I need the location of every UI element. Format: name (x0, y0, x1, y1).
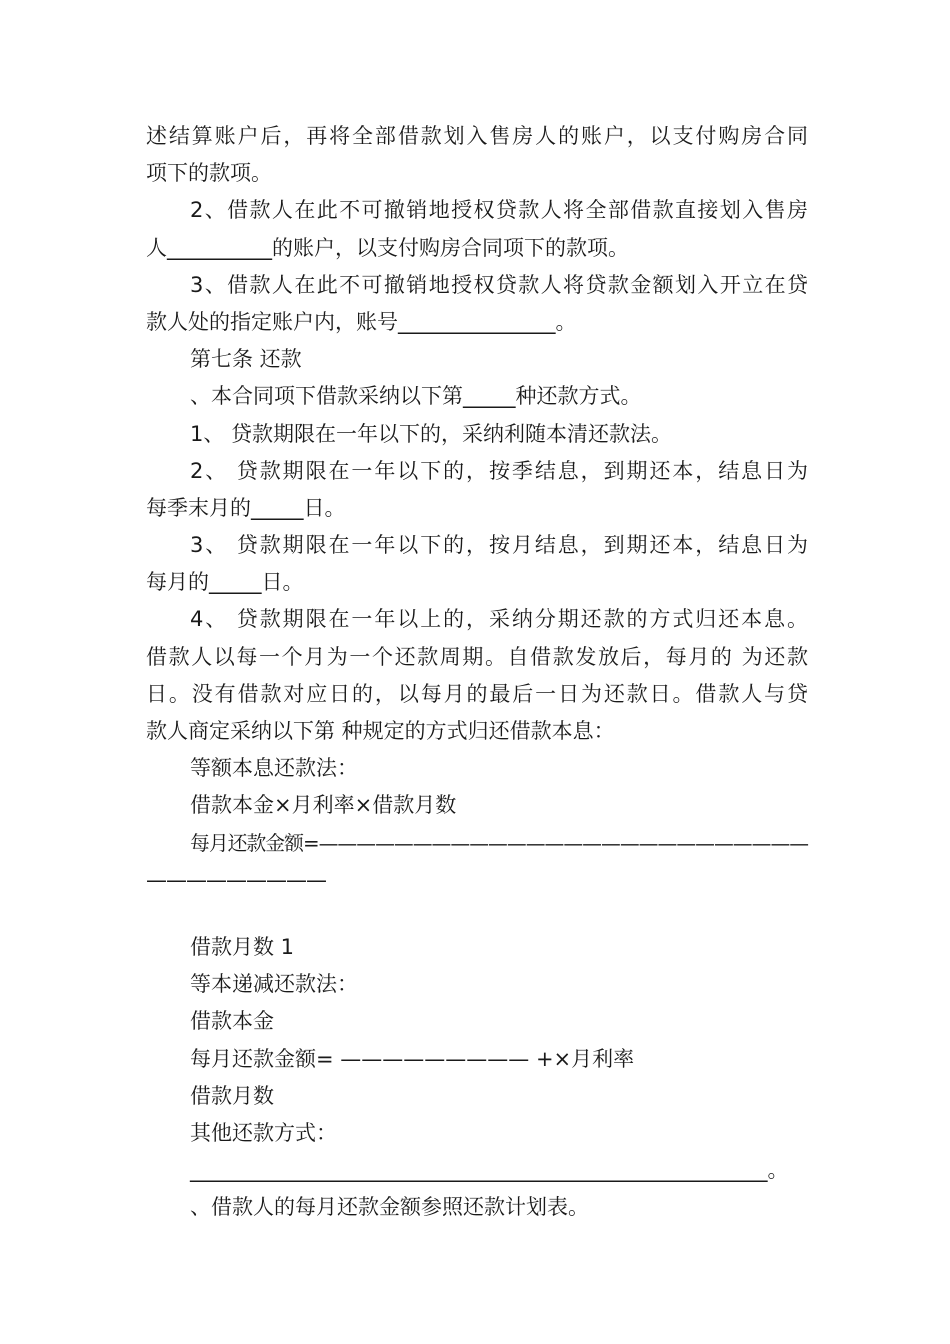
option-3-line: 每月的_____日。 (146, 570, 304, 595)
method-heading: 等额本息还款法： (190, 756, 358, 781)
clause-3-line: 3、借款人在此不可撤销地授权贷款人将贷款金额划入开立在贷 (190, 272, 808, 297)
method-heading: 等本递减还款法： (190, 972, 358, 997)
option-3-line: 3、 贷款期限在一年以下的，按月结息，到期还本，结息日为 (190, 533, 808, 558)
option-4-line: 日。没有借款对应日的，以每月的最后一日为还款日。借款人与贷 (146, 681, 808, 706)
document-body (146, 118, 808, 1226)
other-method-label: 其他还款方式： (190, 1120, 337, 1145)
option-4-line: 4、 贷款期限在一年以上的，采纳分期还款的方式归还本息。 (190, 607, 808, 632)
spacer (146, 899, 808, 929)
formula-denominator: 借款月数 (190, 1083, 274, 1108)
formula-denominator: 借款月数 1 (190, 934, 295, 959)
paragraph-line: 项下的款项。 (146, 161, 272, 186)
formula-line: 每月还款金额=—————————————————————————— (190, 831, 809, 855)
formula-numerator: 借款本金 (190, 1009, 274, 1034)
clause-2-line: 2、借款人在此不可撤销地授权贷款人将全部借款直接划入售房 (190, 198, 808, 223)
paragraph-line: 述结算账户后，再将全部借款划入售房人的账户，以支付购房合同 (146, 124, 808, 148)
option-4-line: 款人商定采纳以下第 种规定的方式归还借款本息： (146, 719, 615, 743)
fill-in-blank: _______________________________________________________。 (190, 1158, 789, 1183)
formula-numerator: 借款本金×月利率×借款月数 (190, 793, 457, 818)
option-2-line: 2、 贷款期限在一年以下的，按季结息，到期还本，结息日为 (190, 458, 808, 483)
option-1-line: 1、 贷款期限在一年以下的，采纳利随本清还款法。 (190, 421, 673, 446)
option-4-line: 借款人以每一个月为一个还款周期。自借款发放后，每月的 为还款 (146, 644, 808, 669)
formula-line: ————————— (146, 867, 326, 892)
article-heading: 第七条 还款 (190, 347, 302, 372)
option-2-line: 每季末月的_____日。 (146, 495, 346, 520)
formula-line: 每月还款金额= ————————— +×月利率 (190, 1046, 635, 1071)
paragraph-line: 、借款人的每月还款金额参照还款计划表。 (190, 1195, 589, 1220)
clause-3-line: 款人处的指定账户内，账号_______________。 (146, 309, 577, 334)
repayment-method-line: 、本合同项下借款采纳以下第_____种还款方式。 (190, 384, 642, 409)
clause-2-line: 人__________的账户，以支付购房合同项下的款项。 (146, 235, 629, 260)
